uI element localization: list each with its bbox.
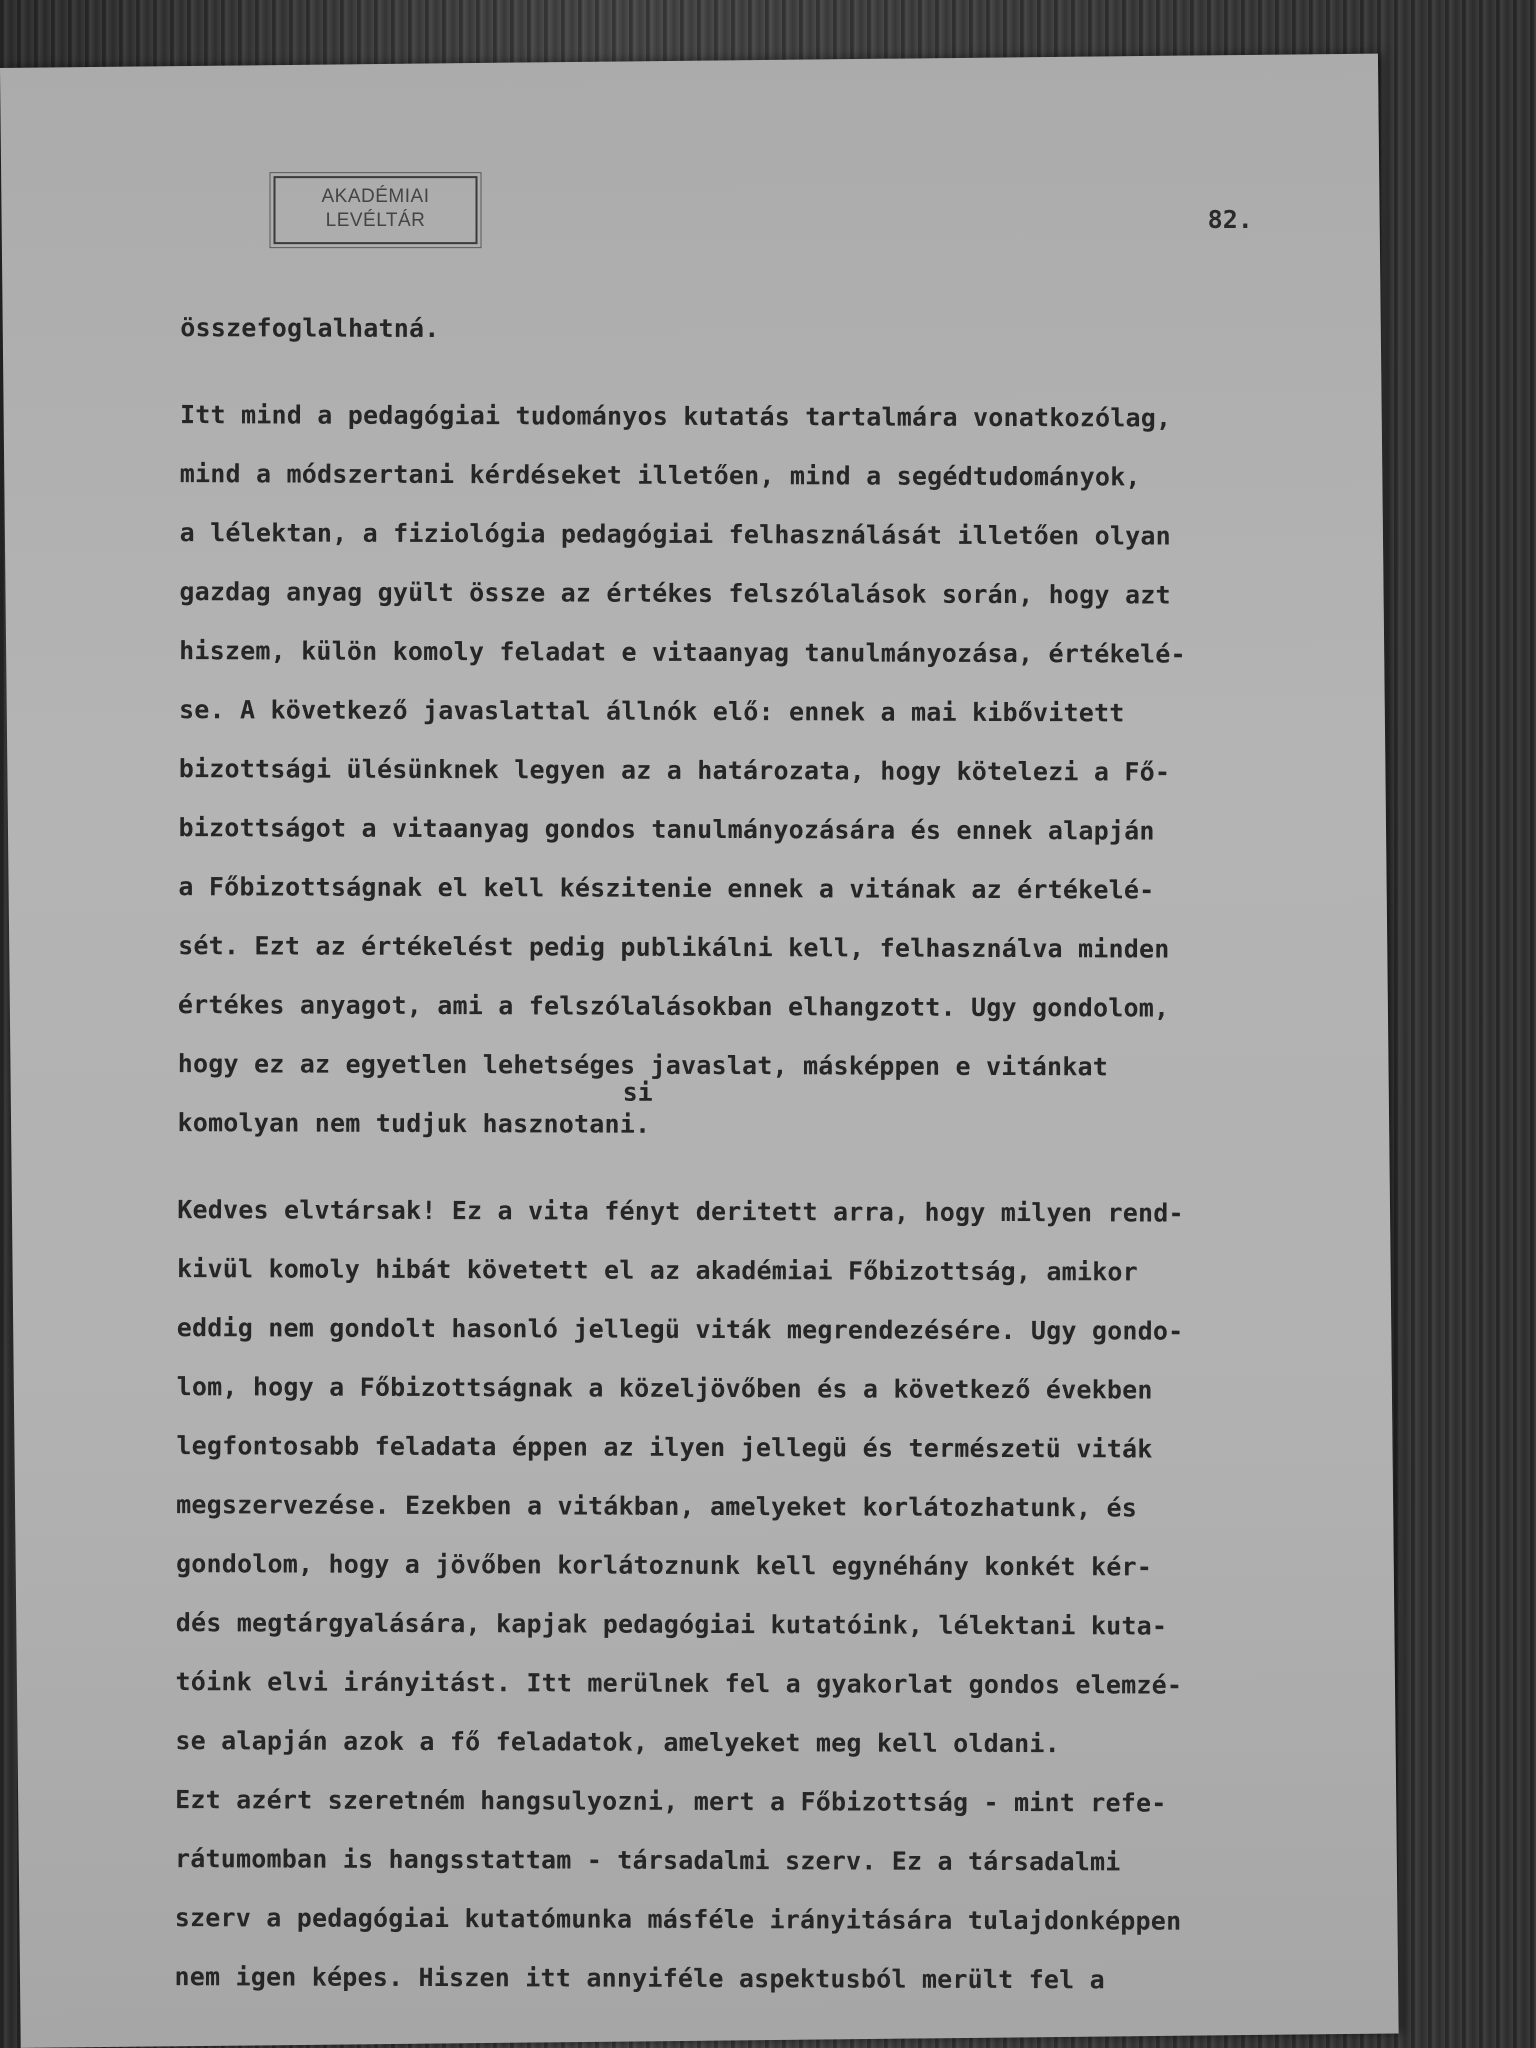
text-line: se. A következő javaslattal állnók elő: ennek a mai kibővitett (178, 695, 1125, 728)
text-line: eddig nem gondolt hasonló jellegü viták megrendezésére. Ugy gondo- (176, 1313, 1184, 1346)
text-line: szerv a pedagógiai kutatómunka másféle irányitására tulajdonképpen (174, 1903, 1182, 1936)
stamp-line-2: LEVÉLTÁR (325, 210, 426, 232)
text-line: bizottságot a vitaanyag gondos tanulmányozására és ennek alapján (178, 813, 1155, 846)
text-line: dés megtárgyalására, kapjak pedagógiai kutatóink, lélektani kuta- (175, 1608, 1168, 1641)
text-line: értékes anyagot, ami a felszólalásokban elhangzott. Ugy gondolom, (177, 990, 1170, 1023)
text-line: összefoglalhatná. (180, 313, 440, 344)
archive-stamp (274, 176, 478, 244)
text-line: tóink elvi irányitást. Itt merülnek fel a gyakorlat gondos elemzé- (175, 1667, 1183, 1700)
text-line: a Főbizottságnak el kell készitenie ennek a vitának az értékelé- (178, 872, 1155, 905)
paragraph (175, 1180, 1377, 1774)
text-line: lom, hogy a Főbizottságnak a közeljövőben és a következő években (176, 1372, 1153, 1405)
stamp-line-1: AKADÉMIAI (321, 186, 430, 208)
text-line: gazdag anyag gyült össze az értékes felszólalások során, hogy azt (179, 577, 1171, 610)
text-line: Ezt azért szeretném hangsulyozni, mert a Főbizottság - mint refe- (175, 1785, 1167, 1818)
paragraph (177, 385, 1380, 1156)
paragraph (174, 1770, 1375, 2010)
text-line: megszervezése. Ezekben a vitákban, amelyeket korlátozhatunk, és (176, 1490, 1138, 1523)
text-line: bizottsági ülésünknek legyen az a határozata, hogy kötelezi a Fő- (178, 754, 1171, 787)
text-line: rátumomban is hangsstattam - társadalmi szerv. Ez a társadalmi (174, 1844, 1121, 1877)
handwritten-insertion: si (622, 1077, 653, 1107)
paragraph (180, 298, 1380, 361)
text-line: se alapján azok a fő feladatok, amelyeket meg kell oldani. (175, 1726, 1061, 1759)
text-line: Itt mind a pedagógiai tudományos kutatás tartalmára vonatkozólag, (179, 400, 1172, 433)
document-page (0, 54, 1399, 2048)
text-line: nem igen képes. Hiszen itt annyiféle aspektusból merült fel a (174, 1962, 1105, 1995)
typewritten-text (174, 298, 1380, 2010)
page-number: 82. (1207, 205, 1253, 235)
text-line: hogy ez az egyetlen lehetséges javaslat, másképpen e vitánkat (177, 1049, 1109, 1082)
text-line: kivül komoly hibát követett el az akadémiai Főbizottság, amikor (176, 1254, 1138, 1287)
text-line: legfontosabb feladata éppen az ilyen jellegü és természetü viták (176, 1431, 1153, 1464)
text-line: mind a módszertani kérdéseket illetően, mind a segédtudományok, (179, 459, 1141, 492)
text-line: gondolom, hogy a jövőben korlátoznunk kell egynéhány konkét kér- (175, 1549, 1153, 1582)
text-line: a lélektan, a fiziológia pedagógiai felhasználását illetően olyan (179, 518, 1171, 551)
text-line: komolyan nem tudjuk hasznotani. (177, 1108, 651, 1139)
text-line: hiszem, külön komoly feladat e vitaanyag tanulmányozása, értékelé- (179, 636, 1186, 669)
text-line: Kedves elvtársak! Ez a vita fényt deritett arra, hogy milyen rend- (177, 1195, 1184, 1228)
text-line: sét. Ezt az értékelést pedig publikálni kell, felhasználva minden (178, 931, 1170, 964)
